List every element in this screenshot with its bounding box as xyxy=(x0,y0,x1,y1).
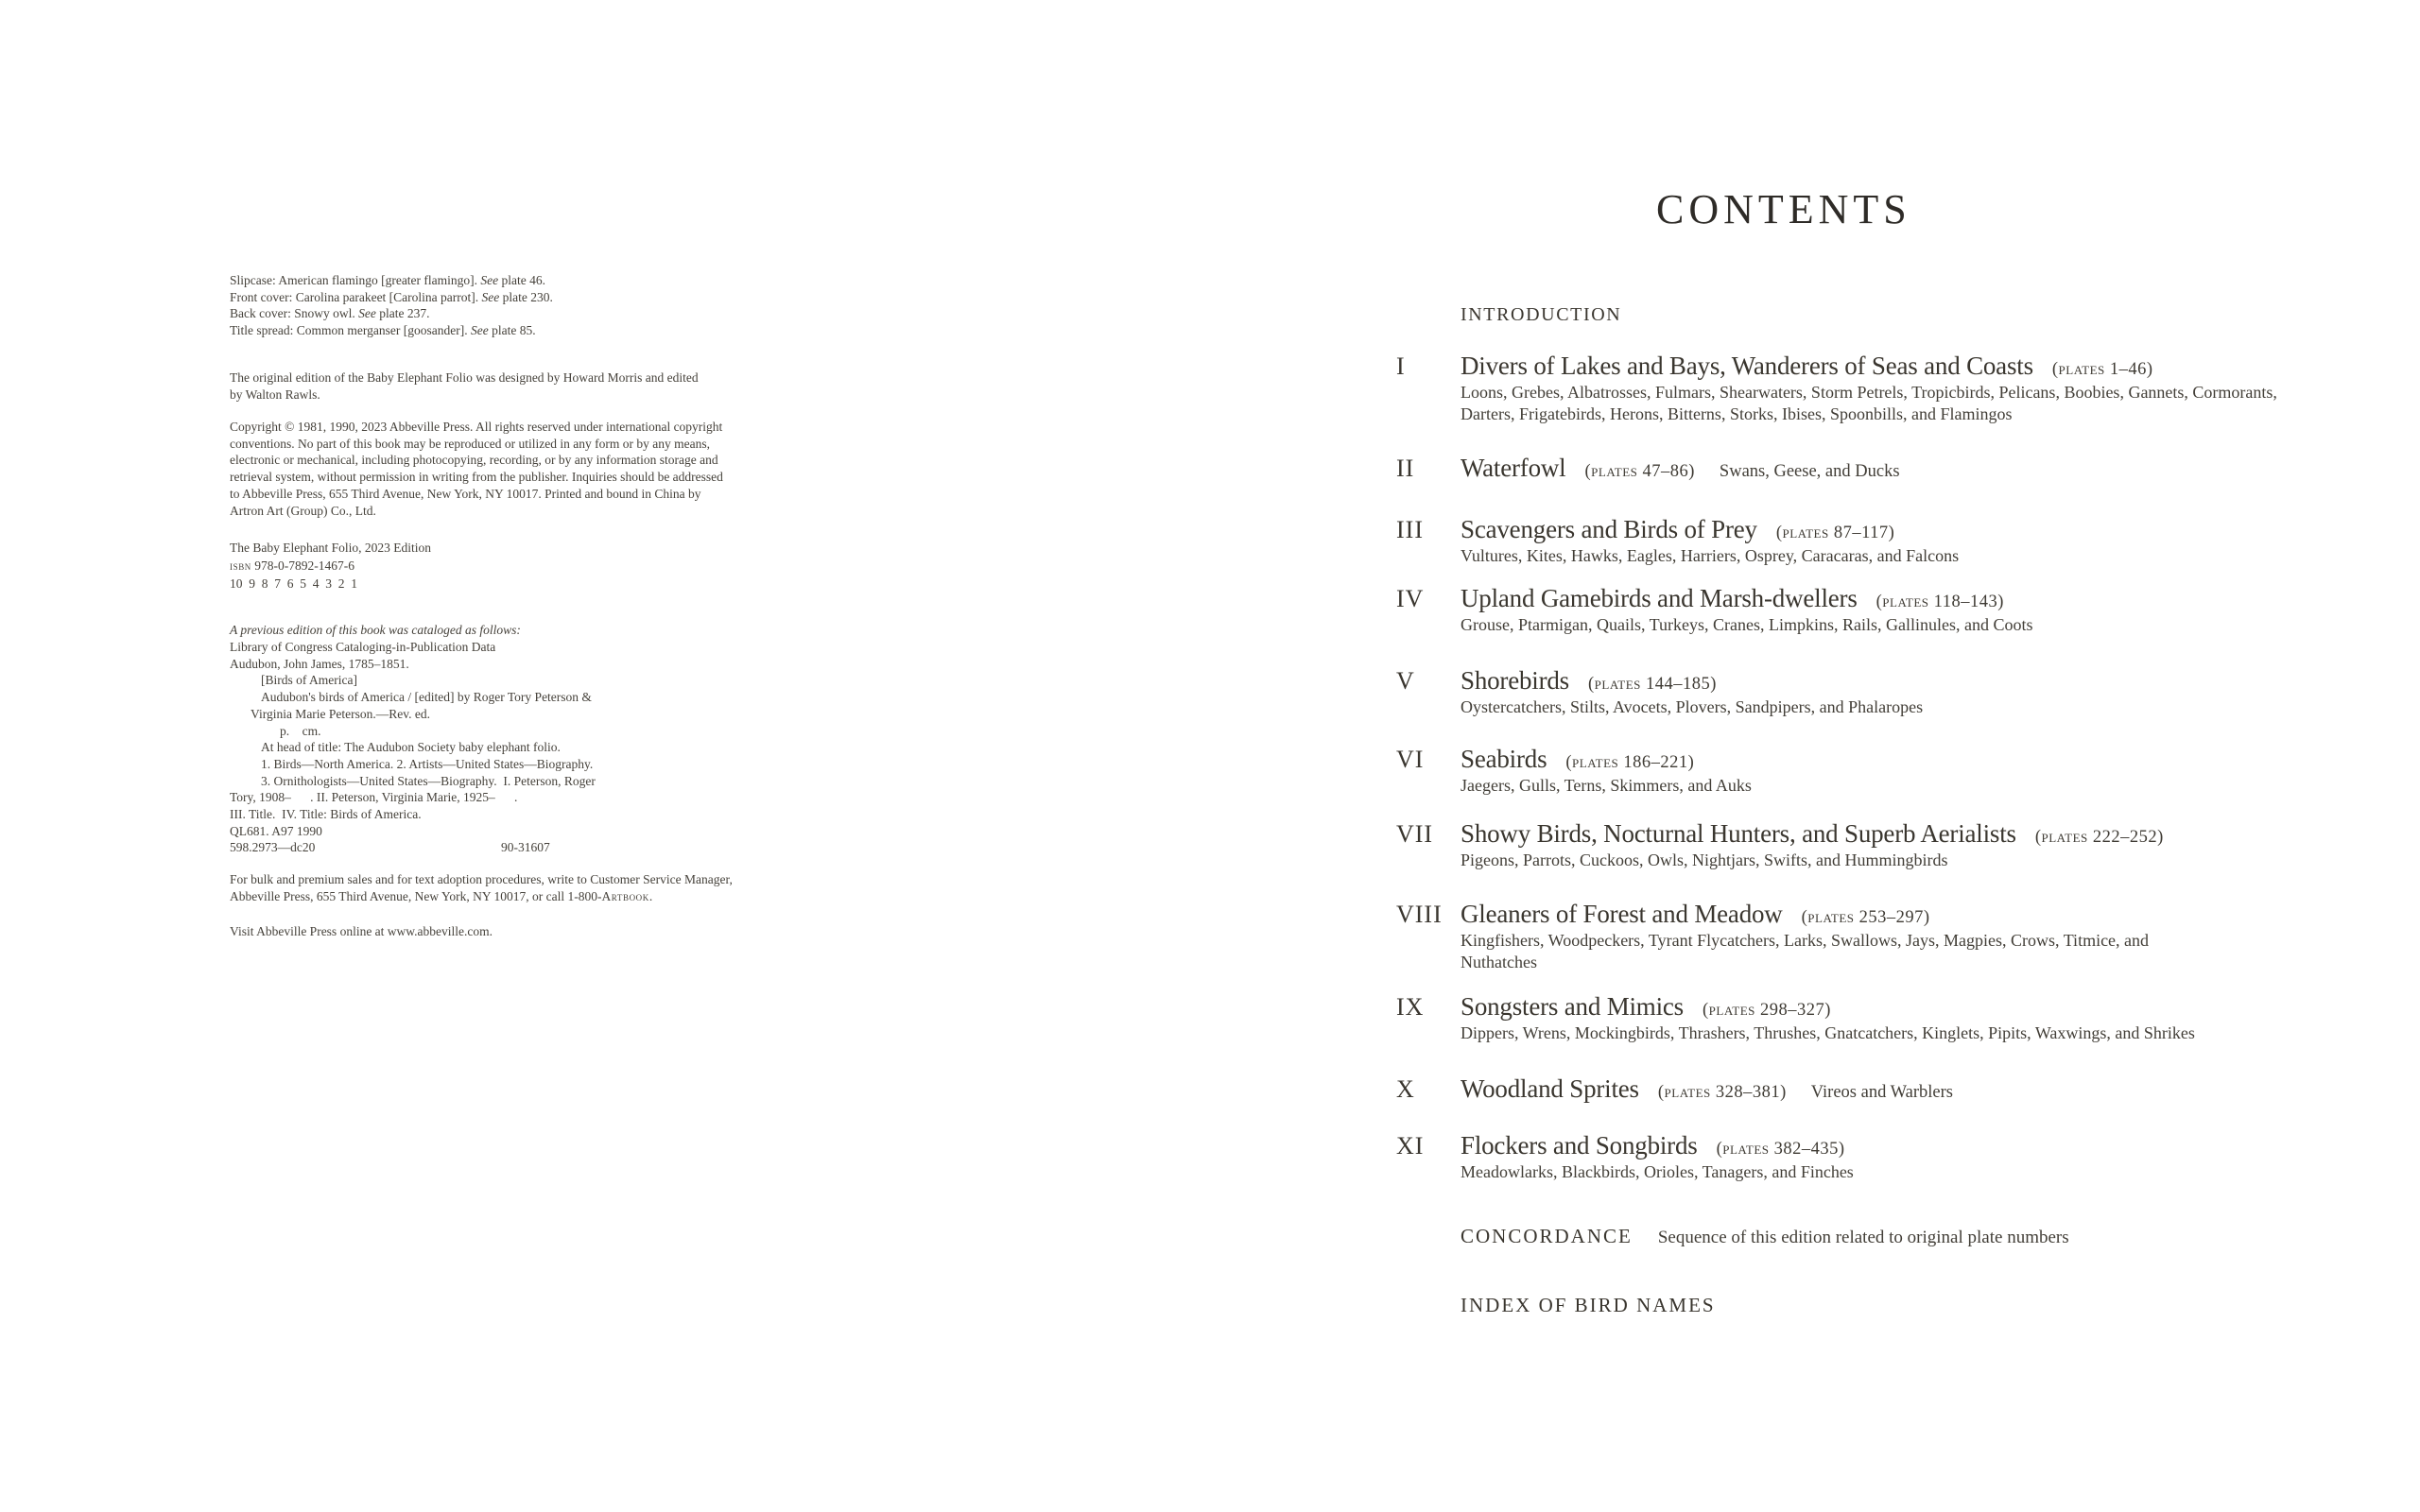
text-segment: Front cover: Carolina parakeet [Carolina parrot]. xyxy=(230,289,482,304)
copyright-notice-line: Artron Art (Group) Co., Ltd. xyxy=(230,503,376,518)
chapter-numeral: V xyxy=(1396,667,1415,695)
cip-data-line: Virginia Marie Peterson.—Rev. ed. xyxy=(251,706,431,721)
chapter-plate-range: (plates 118–143) xyxy=(1876,593,2004,611)
chapter-plate-range: (plates 253–297) xyxy=(1801,908,1930,927)
cover-notes-line xyxy=(230,305,553,322)
chapter-subtitle xyxy=(1461,850,1948,871)
chapter-subtitle: Swans, Geese, and Ducks xyxy=(1719,462,1900,481)
cip-data-line: [Birds of America] xyxy=(261,673,357,688)
chapter-title: Woodland Sprites xyxy=(1461,1074,1639,1103)
chapter-plate-range: (plates 382–435) xyxy=(1716,1140,1845,1159)
text-segment: Slipcase: American flamingo [greater flamingo]. xyxy=(230,273,481,287)
copyright-notice-line: retrieval system, without permission in writing from the publisher. Inquiries should be addressed xyxy=(230,470,723,485)
chapter-plate-range: (plates 298–327) xyxy=(1703,1001,1831,1020)
chapter-title: Scavengers and Birds of Prey xyxy=(1461,515,1757,543)
chapter-row xyxy=(1396,1131,1845,1160)
website-note-line: Visit Abbeville Press online at www.abbeville.com. xyxy=(230,924,493,938)
chapter-plate-range: (plates 47–86) xyxy=(1584,462,1695,481)
chapter-row xyxy=(1396,1074,1953,1104)
chapter-subtitle xyxy=(1461,382,2277,425)
chapter-subtitle-line: Pigeons, Parrots, Cuckoos, Owls, Nightjars, Swifts, and Hummingbirds xyxy=(1461,850,1948,869)
chapter-subtitle-line: Oystercatchers, Stilts, Avocets, Plovers, Sandpipers, and Phalaropes xyxy=(1461,697,1924,716)
cip-data-line: Library of Congress Cataloging-in-Publication Data xyxy=(230,640,496,654)
chapter-subtitle-line: Grouse, Ptarmigan, Quails, Turkeys, Cranes, Limpkins, Rails, Gallinules, and Coots xyxy=(1461,615,2033,634)
chapter-title: Flockers and Songbirds xyxy=(1461,1131,1698,1160)
cip-data-line: QL681. A97 1990 xyxy=(230,823,322,838)
copyright-notice-line: electronic or mechanical, including photocopying, recording, or by any information storage and xyxy=(230,453,718,468)
chapter-row xyxy=(1396,515,1894,544)
chapter-row xyxy=(1396,992,1831,1022)
text-segment: plate 230. xyxy=(499,289,553,304)
text-segment: Back cover: Snowy owl. xyxy=(230,306,359,321)
chapter-title: Shorebirds xyxy=(1461,666,1569,695)
concordance-description: Sequence of this edition related to original plate numbers xyxy=(1657,1228,2069,1247)
chapter-plate-range: (plates 144–185) xyxy=(1588,675,1717,694)
bulk-sales-note-line xyxy=(230,888,733,905)
edition-isbn-line: The Baby Elephant Folio, 2023 Edition xyxy=(230,541,431,555)
previous-edition-note xyxy=(230,622,521,639)
cip-data-line: At head of title: The Audubon Society baby elephant folio. xyxy=(261,740,561,755)
design-note-line: The original edition of the Baby Elephant Folio was designed by Howard Morris and edited xyxy=(230,370,699,385)
chapter-subtitle xyxy=(1461,930,2149,973)
cip-data-line: Tory, 1908– . II. Peterson, Virginia Marie, 1925– . xyxy=(230,790,518,805)
page-title: CONTENTS xyxy=(1656,186,1911,232)
edition-isbn xyxy=(230,539,431,593)
bulk-sales-note-line: For bulk and premium sales and for text adoption procedures, write to Customer Service Manager, xyxy=(230,872,733,886)
copyright-notice-line: Copyright © 1981, 1990, 2023 Abbeville Press. All rights reserved under international copyright xyxy=(230,420,723,434)
cip-data-line: Audubon, John James, 1785–1851. xyxy=(230,656,409,671)
chapter-plate-range: (plates 328–381) xyxy=(1657,1083,1787,1102)
text-segment: isbn xyxy=(230,558,251,573)
chapter-subtitle-line: Loons, Grebes, Albatrosses, Fulmars, Shearwaters, Storm Petrels, Tropicbirds, Pelicans, Boobies, Gannets, Cormorants, xyxy=(1461,383,2277,402)
text-segment: plate 85. xyxy=(488,323,536,338)
text-segment: plate 46. xyxy=(498,273,546,287)
cip-data-line: 3. Ornithologists—United States—Biography. I. Peterson, Roger xyxy=(261,773,596,788)
cover-notes-line xyxy=(230,289,553,306)
chapter-subtitle-line: Dippers, Wrens, Mockingbirds, Thrashers, Thrushes, Gnatcatchers, Kinglets, Pipits, Waxwings, and Shrikes xyxy=(1461,1023,2195,1042)
chapter-subtitle: Vireos and Warblers xyxy=(1810,1083,1953,1102)
text-segment: Artbook xyxy=(601,888,649,903)
chapter-numeral: IX xyxy=(1396,993,1425,1021)
chapter-title: Divers of Lakes and Bays, Wanderers of Seas and Coasts xyxy=(1461,352,2033,380)
design-note-line: by Walton Rawls. xyxy=(230,387,320,402)
concordance-heading: CONCORDANCE xyxy=(1461,1225,1633,1247)
chapter-plate-range: (plates 222–252) xyxy=(2034,828,2164,847)
chapter-title: Waterfowl xyxy=(1461,454,1566,482)
chapter-subtitle xyxy=(1461,614,2032,636)
text-segment: Title spread: Common merganser [goosander]. xyxy=(230,323,471,338)
chapter-plate-range: (plates 186–221) xyxy=(1565,753,1695,772)
chapter-title: Songsters and Mimics xyxy=(1461,992,1684,1021)
text-segment: See xyxy=(470,323,489,338)
chapter-row xyxy=(1396,819,2164,849)
chapter-subtitle-line: Kingfishers, Woodpeckers, Tyrant Flycatchers, Larks, Swallows, Jays, Magpies, Crows, Titmice, and xyxy=(1461,931,2150,950)
chapter-subtitle xyxy=(1461,545,1959,567)
concordance-entry xyxy=(1461,1225,2069,1248)
edition-isbn-line: 10 9 8 7 6 5 4 3 2 1 xyxy=(230,576,357,591)
chapter-numeral: VII xyxy=(1396,820,1434,848)
chapter-plate-range: (plates 87–117) xyxy=(1775,524,1895,542)
design-note xyxy=(230,369,699,403)
cover-notes-line xyxy=(230,322,553,339)
chapter-subtitle xyxy=(1461,1022,2195,1044)
chapter-subtitle xyxy=(1461,775,1752,797)
text-segment: See xyxy=(481,289,500,304)
cover-notes xyxy=(230,272,553,339)
cip-data-line: Audubon's birds of America / [edited] by Roger Tory Peterson & xyxy=(261,690,592,705)
text-segment: 978-0-7892-1467-6 xyxy=(251,558,355,573)
chapter-subtitle-line: Nuthatches xyxy=(1461,953,1537,971)
chapter-subtitle-line: Vultures, Kites, Hawks, Eagles, Harriers, Osprey, Caracaras, and Falcons xyxy=(1461,546,1960,565)
chapter-row xyxy=(1396,584,2004,613)
chapter-subtitle xyxy=(1461,696,1923,718)
website-note xyxy=(230,923,493,940)
chapter-numeral: VI xyxy=(1396,746,1425,773)
chapter-subtitle-line: Jaegers, Gulls, Terns, Skimmers, and Auks xyxy=(1461,776,1752,795)
chapter-numeral: X xyxy=(1396,1075,1415,1103)
chapter-numeral: XI xyxy=(1396,1132,1425,1160)
chapter-title: Gleaners of Forest and Meadow xyxy=(1461,900,1783,928)
chapter-numeral: IV xyxy=(1396,585,1425,612)
chapter-numeral: I xyxy=(1396,352,1406,380)
chapter-title: Showy Birds, Nocturnal Hunters, and Superb Aerialists xyxy=(1461,819,2016,848)
text-segment: See xyxy=(358,306,376,321)
text-segment: . xyxy=(648,888,653,903)
cover-notes-line xyxy=(230,272,553,289)
text-segment: plate 237. xyxy=(375,306,430,321)
bulk-sales-note xyxy=(230,871,733,904)
edition-isbn-line xyxy=(230,557,431,575)
chapter-plate-range: (plates 1–46) xyxy=(2051,360,2153,379)
chapter-numeral: VIII xyxy=(1396,901,1443,928)
cip-data xyxy=(230,639,596,856)
chapter-subtitle-line: Meadowlarks, Blackbirds, Orioles, Tanagers, and Finches xyxy=(1461,1162,1854,1181)
chapter-row xyxy=(1396,745,1694,774)
catalog-number: 90-31607 xyxy=(501,840,550,855)
chapter-row xyxy=(1396,352,2153,381)
previous-edition-note-line: A previous edition of this book was cataloged as follows: xyxy=(230,623,521,637)
cip-data-line: 598.2973—dc20 90-31607 xyxy=(230,840,550,855)
chapter-subtitle-line: Darters, Frigatebirds, Herons, Bitterns, Storks, Ibises, Spoonbills, and Flamingos xyxy=(1461,404,2013,423)
chapter-row xyxy=(1396,900,1930,929)
copyright-notice-line: to Abbeville Press, 655 Third Avenue, New York, NY 10017. Printed and bound in China by xyxy=(230,486,701,501)
index-heading: INDEX OF BIRD NAMES xyxy=(1461,1294,1716,1316)
chapter-numeral: III xyxy=(1396,516,1424,543)
cip-data-line: p. cm. xyxy=(280,723,321,738)
chapter-subtitle xyxy=(1461,1161,1854,1183)
chapter-row xyxy=(1396,454,1900,483)
introduction-heading: INTRODUCTION xyxy=(1461,304,1622,325)
chapter-numeral: II xyxy=(1396,455,1415,482)
copyright-notice xyxy=(230,419,723,519)
text-segment: Abbeville Press, 655 Third Avenue, New York, NY 10017, or call 1-800- xyxy=(230,888,602,903)
chapter-title: Upland Gamebirds and Marsh-dwellers xyxy=(1461,584,1858,612)
text-segment: See xyxy=(480,273,499,287)
cip-data-line: III. Title. IV. Title: Birds of America. xyxy=(230,807,422,822)
cip-data-line: 1. Birds—North America. 2. Artists—United States—Biography. xyxy=(261,756,594,771)
chapter-row xyxy=(1396,666,1717,696)
copyright-notice-line: conventions. No part of this book may be reproduced or utilized in any form or by any means, xyxy=(230,436,710,451)
chapter-title: Seabirds xyxy=(1461,745,1547,773)
